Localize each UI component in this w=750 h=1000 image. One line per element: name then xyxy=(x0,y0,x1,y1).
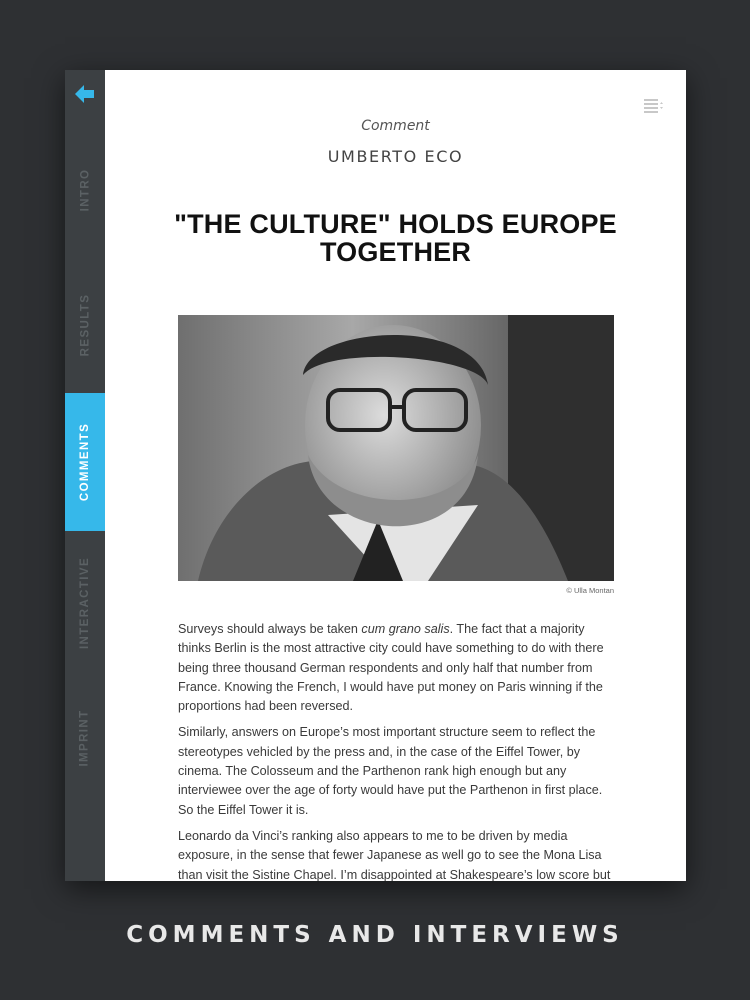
sidebar-item-label: RESULTS xyxy=(79,293,91,357)
back-arrow-icon xyxy=(75,85,95,103)
sidebar-item-interactive[interactable] xyxy=(65,550,105,655)
sidebar-item-intro[interactable] xyxy=(65,150,105,230)
section-sidebar xyxy=(65,70,105,881)
sidebar-item-label: COMMENTS xyxy=(79,422,91,502)
emphasis-text: cum grano salis xyxy=(361,622,450,636)
article-paragraph: Similarly, answers on Europe’s most important structure seem to reflect the stereotypes vehicled by the press and, in the case of the Eiffel Tower, by cinema. The Colosseum and the Parthenon rank high enough but any interviewee over the age of forty would have put the Parthenon in first place. So the Eiffel Tower it is. xyxy=(178,725,603,817)
portrait-image xyxy=(178,315,614,581)
article-paragraph xyxy=(178,620,618,716)
menu-list-icon xyxy=(644,98,664,114)
sidebar-item-label: IMPRINT xyxy=(79,708,92,767)
table-of-contents-button[interactable] xyxy=(644,98,664,114)
photo-credit: © Ulla Montan xyxy=(566,586,614,595)
back-button[interactable] xyxy=(73,82,97,106)
article-view[interactable] xyxy=(105,70,686,881)
sidebar-item-label: INTRO xyxy=(79,168,91,212)
sidebar-item-comments[interactable] xyxy=(65,393,105,531)
sidebar-item-results[interactable] xyxy=(65,280,105,370)
author-portrait-photo xyxy=(178,315,614,581)
article-title: "THE CULTURE" HOLDS EUROPE TOGETHER xyxy=(174,209,617,267)
promo-caption: COMMENTS AND INTERVIEWS xyxy=(126,922,624,948)
paragraph-text: Surveys should always be taken xyxy=(178,622,362,636)
article-body xyxy=(178,620,618,881)
paragraph-text: . The fact that a majority thinks Berlin is the most attractive city could have something to do with there being three thousand German respondents and only half that number from France. Knowing the French, I would have put money on Paris winning if the proportions had been reversed. xyxy=(178,622,604,714)
sidebar-item-imprint[interactable] xyxy=(65,695,105,780)
tablet-screen xyxy=(65,70,686,881)
article-author: UMBERTO ECO xyxy=(327,147,464,166)
article-paragraph: Leonardo da Vinci’s ranking also appears to me to be driven by media exposure, in the sense that fewer Japanese as well go to see the Mona Lisa than visit the Sistine Chapel. I’m disappointed at Shakespeare’s low score but xyxy=(178,828,611,881)
article-kicker: Comment xyxy=(361,118,430,134)
sidebar-item-label: INTERACTIVE xyxy=(79,556,92,649)
